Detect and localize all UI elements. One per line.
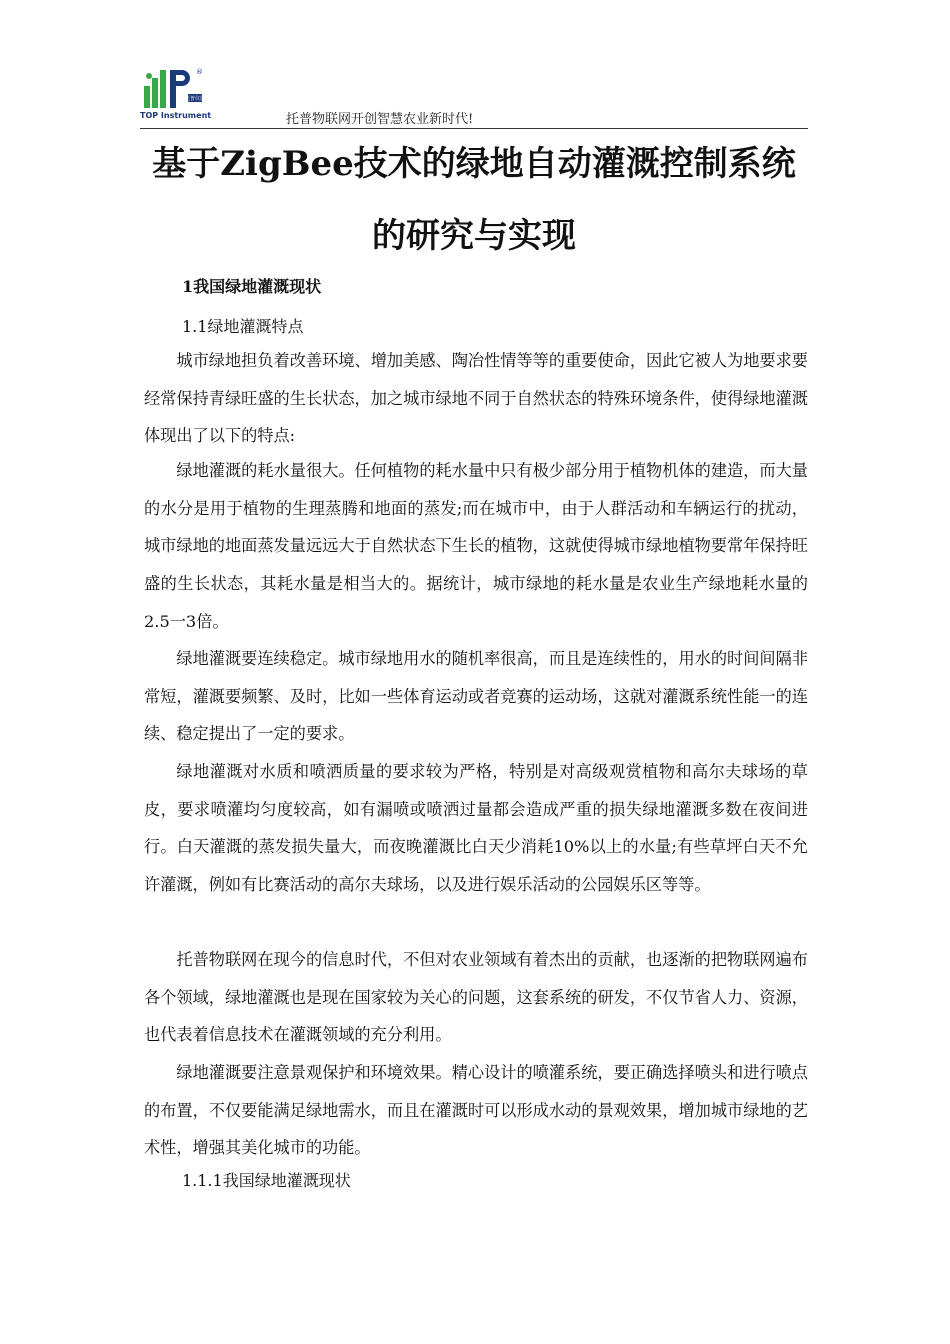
document-title-line-2: 的研究与实现 xyxy=(372,216,576,256)
document-title-line-1: 基于ZigBee技术的绿地自动灌溉控制系统 xyxy=(152,144,796,184)
subsubsection-heading: 1.1.1我国绿地灌溉现状 xyxy=(182,1171,351,1190)
paragraph: 城市绿地担负着改善环境、增加美感、陶冶性情等等的重要使命，因此它被人为地要求要经常保持青绿旺盛的生长状态，加之城市绿地不同于自然状态的特殊环境条件，使得绿地灌溉体现出了以下的特点: xyxy=(144,351,808,446)
paragraph: 绿地灌溉对水质和喷洒质量的要求较为严格，特别是对高级观赏植物和高尔夫球场的草皮，要求喷灌均匀度较高，如有漏喷或喷洒过量都会造成严重的损失绿地灌溉多数在夜间进行。白天灌溉的蒸发损失量大，而夜晚灌溉比白天少消耗10%以上的水量;有些草坪白天不允许灌溉，例如有比赛活动的高尔夫球场，以及进行娱乐活动的公园娱乐区等等。 xyxy=(144,762,808,895)
registered-mark: ® xyxy=(196,68,203,76)
header-slogan: 托普物联网开创智慧农业新时代! xyxy=(286,112,474,127)
page-header xyxy=(140,64,808,130)
paragraph: 绿地灌溉的耗水量很大。任何植物的耗水量中只有极少部分用于植物机体的建造，而大量的水分是用于植物的生理蒸腾和地面的蒸发;而在城市中，由于人群活动和车辆运行的扰动，城市绿地的地面蒸发量远远大于自然状态下生长的植物，这就使得城市绿地植物要常年保持旺盛的生长状态，其耗水量是相当大的。据统计，城市绿地的耗水量是农业生产绿地耗水量的2.5一3倍。 xyxy=(144,461,808,631)
logo-text: TOP Instrument xyxy=(140,111,212,120)
section-heading: 1我国绿地灌溉现状 xyxy=(182,277,322,296)
logo-cn-text: 托普仪器 xyxy=(184,96,206,102)
subsection-heading: 1.1绿地灌溉特点 xyxy=(182,317,304,336)
paragraph: 托普物联网在现今的信息时代，不但对农业领域有着杰出的贡献，也逐渐的把物联网遍布各个领域，绿地灌溉也是现在国家较为关心的问题，这套系统的研发，不仅节省人力、资源，也代表着信息技术在灌溉领域的充分利用。 xyxy=(144,950,808,1045)
paragraph: 绿地灌溉要注意景观保护和环境效果。精心设计的喷灌系统，要正确选择喷头和进行喷点的布置，不仅要能满足绿地需水，而且在灌溉时可以形成水动的景观效果，增加城市绿地的艺术性，增强其美化城市的功能。 xyxy=(144,1063,808,1158)
header-divider xyxy=(140,128,808,129)
paragraph: 绿地灌溉要连续稳定。城市绿地用水的随机率很高，而且是连续性的，用水的时间间隔非常短，灌溉要频繁、及时，比如一些体育运动或者竞赛的运动场，这就对灌溉系统性能一的连续、稳定提出了一定的要求。 xyxy=(144,649,808,744)
